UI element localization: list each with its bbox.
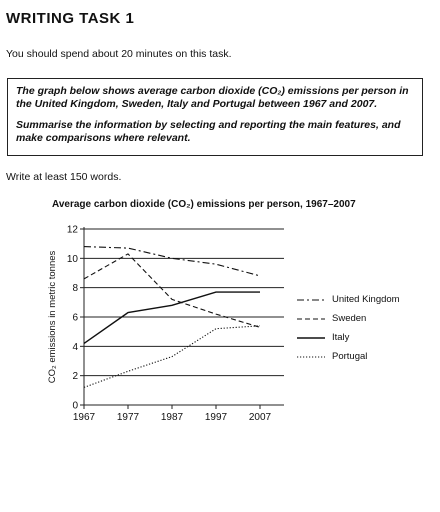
y-tick-label: 10 <box>66 253 78 265</box>
legend-item <box>296 328 400 347</box>
series-line-sweden <box>84 254 260 327</box>
y-tick-label: 0 <box>72 400 78 412</box>
legend-swatch <box>296 354 326 360</box>
x-tick-label: 2007 <box>248 412 272 423</box>
legend-label: Sweden <box>332 313 367 324</box>
task-instruction: Summarise the information by selecting and reporting the main features, and make comparisons where relevant. <box>16 119 401 144</box>
series-line-portugal <box>84 326 260 388</box>
task-description: The graph below shows average carbon dioxide (CO₂) emissions per person in the United Kingdom, Sweden, Italy and Portugal between 1967 and 2007. <box>16 85 409 110</box>
legend-label: United Kingdom <box>332 294 400 305</box>
x-tick-label: 1987 <box>160 412 184 423</box>
word-count-instruction: Write at least 150 words. <box>6 171 122 183</box>
legend-swatch <box>296 297 326 303</box>
legend-label: Portugal <box>332 351 368 362</box>
y-tick-label: 2 <box>72 371 78 383</box>
chart-title: Average carbon dioxide (CO₂) emissions per person, 1967–2007 <box>52 199 356 210</box>
legend-swatch <box>296 316 326 322</box>
y-axis-label: CO₂ emissions in metric tonnes <box>47 250 58 384</box>
x-tick-label: 1997 <box>204 412 228 423</box>
y-tick-label: 12 <box>66 224 78 236</box>
legend-label: Italy <box>332 332 350 343</box>
chart-legend <box>296 290 400 366</box>
series-line-united-kingdom <box>84 247 260 276</box>
y-tick-label: 8 <box>72 283 78 295</box>
x-tick-label: 1977 <box>116 412 140 423</box>
y-tick-label: 6 <box>72 312 78 324</box>
legend-swatch <box>296 335 326 341</box>
page-heading: WRITING TASK 1 <box>6 10 135 27</box>
x-tick-label: 1967 <box>72 412 96 423</box>
time-instruction: You should spend about 20 minutes on this task. <box>6 48 232 60</box>
legend-item <box>296 347 400 366</box>
legend-item <box>296 290 400 309</box>
legend-item <box>296 309 400 328</box>
y-tick-label: 4 <box>72 341 78 353</box>
